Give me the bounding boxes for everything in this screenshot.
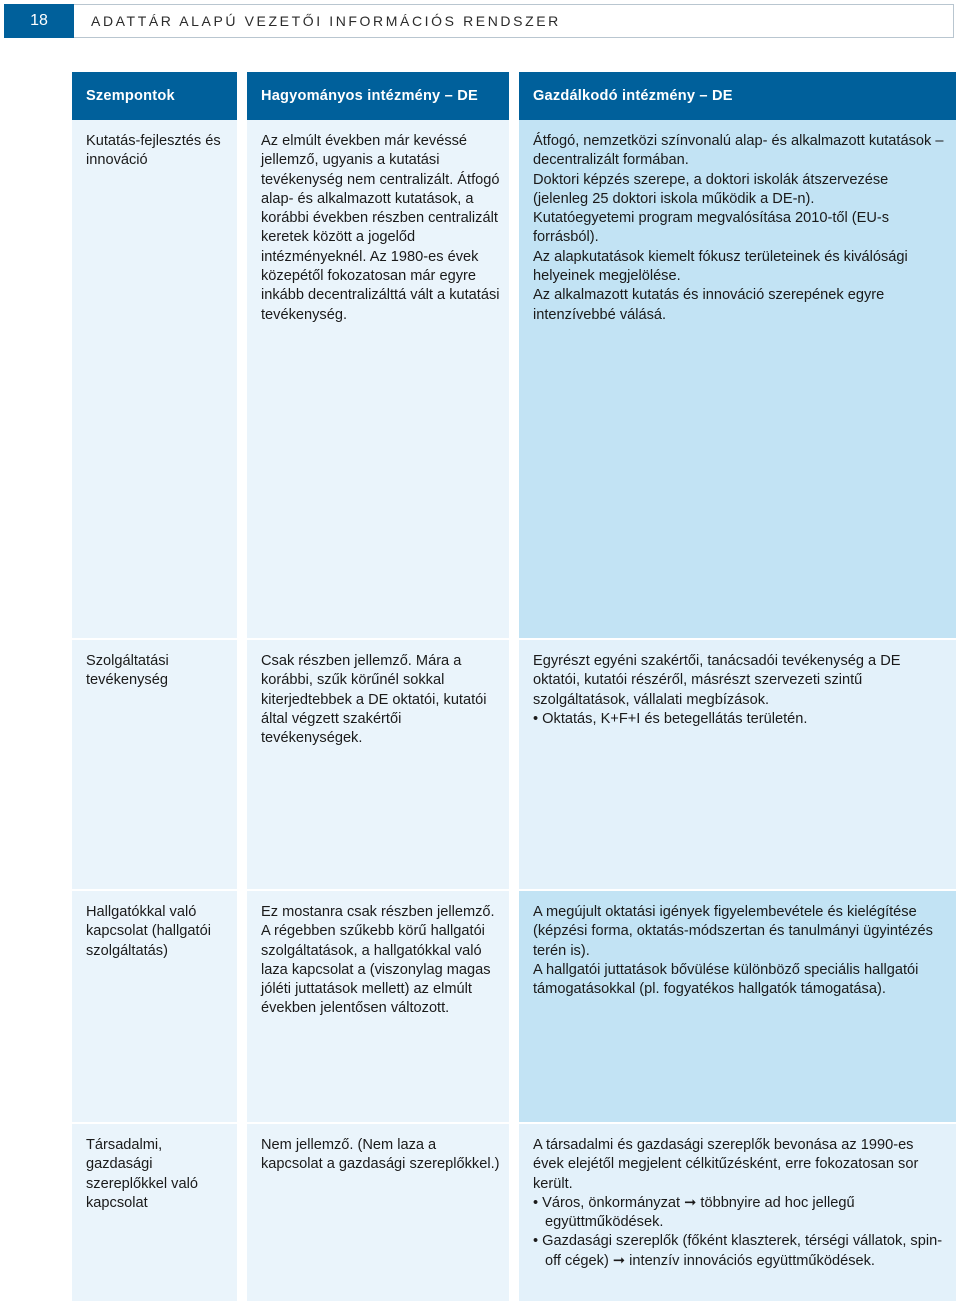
economic-paragraph: A megújult oktatási igények figyelembevétele és kielégítése (képzési forma, oktatás-módszertan és tanulmányi ügyintézés terén is). [533,904,933,959]
table-row-society-traditional [247,1124,509,1301]
column-header-traditional: Hagyományos intézmény – DE [247,72,509,120]
column-header-economic: Gazdálkodó intézmény – DE [519,72,956,120]
traditional-text: Az elmúlt években már kevéssé jellemző, ugyanis a kutatási tevékenység nem centralizált. Átfogó alap- és alkalmazott kutatások, a korábbi években részben centralizált keretek között a jogelőd intézményeknél. Az 1980-es évek közepétől fokozatosan már egyre inkább decentralizálttá vált a kutatási tevékenység. [261,133,500,323]
table-row-society-aspect [72,1124,237,1301]
economic-paragraph: Kutatóegyetemi program megvalósítása 2010-től (EU-s forrásból). [533,210,890,246]
aspect-label: Hallgatókkal való kapcsolat (hallgatói szolgáltatás) [86,904,211,959]
economic-paragraph: Az alapkutatások kiemelt fókusz területeinek és kiválósági helyeinek megjelölése. [533,248,908,285]
bullet-item: • Oktatás, K+F+I és betegellátás területén. [533,710,808,727]
table-row-students-economic [519,891,956,1122]
economic-paragraph: Egyrészt egyéni szakértői, tanácsadói tevékenység a DE oktatói, kutatói részéről, másrészt szervezeti szintű szolgáltatások, vállalati megbízások. [533,653,901,708]
bullet-item: • Város, önkormányzat ➞ többnyire ad hoc jellegű együttműködések. [533,1194,855,1231]
economic-paragraph: Doktori képzés szerepe, a doktori iskolák átszervezése (jelenleg 25 doktori iskola működik a DE-n). [533,171,889,207]
bullet-item: • Gazdasági szereplők (főként klaszterek, térségi vállatok, spin-off cégek) ➞ intenzív innovációs együttműködések. [533,1233,943,1269]
economic-paragraph: A hallgatói juttatások bővülése különböző speciális hallgatói támogatásokkal (pl. fogyatékos hallgatók támogatása). [533,961,919,998]
table-row-students-aspect [72,891,237,1122]
traditional-text: Csak részben jellemző. Mára a korábbi, szűk körűnél sokkal kiterjedtebbek a DE oktatói, kutatói által végzett szakértői tevékenységek. [261,653,487,747]
economic-paragraph: Az alkalmazott kutatás és innováció szerepének egyre intenzívebbé válásá. [533,287,885,323]
table-row-research-economic [519,120,956,638]
table-row-services-aspect [72,640,237,889]
traditional-text: Ez mostanra csak részben jellemző. A régebben szűkebb körű hallgatói szolgáltatások, a hallgatókkal való laza kapcsolat a (viszonylag magas jóléti juttatások mellett) az elmúlt években jelentősen változott. [261,904,495,1017]
aspect-label: Társadalmi, gazdasági szereplőkkel való kapcsolat [86,1137,198,1211]
aspect-label: Kutatás-fejlesztés és innováció [86,133,221,169]
document-title: ADATTÁR ALAPÚ VEZETŐI INFORMÁCIÓS RENDSZER [91,13,561,29]
traditional-text: Nem jellemző. (Nem laza a kapcsolat a gazdasági szereplőkkel.) [261,1137,500,1173]
column-header-aspects: Szempontok [72,72,237,120]
table-row-services-traditional [247,640,509,889]
page-number: 18 [4,4,74,38]
page-header [4,4,954,38]
table-row-society-economic [519,1124,956,1301]
table-row-services-economic [519,640,956,889]
table-row-students-traditional [247,891,509,1122]
table-row-research-traditional [247,120,509,638]
table-row-research-aspect [72,120,237,638]
economic-paragraph: Átfogó, nemzetközi színvonalú alap- és alkalmazott kutatások – decentralizált formában. [533,133,944,169]
economic-paragraph: A társadalmi és gazdasági szereplők bevonása az 1990-es évek elejétől megjelent célkitűzésként, erre fokozatosan sor került. [533,1137,919,1192]
aspect-label: Szolgáltatási tevékenység [86,653,169,689]
